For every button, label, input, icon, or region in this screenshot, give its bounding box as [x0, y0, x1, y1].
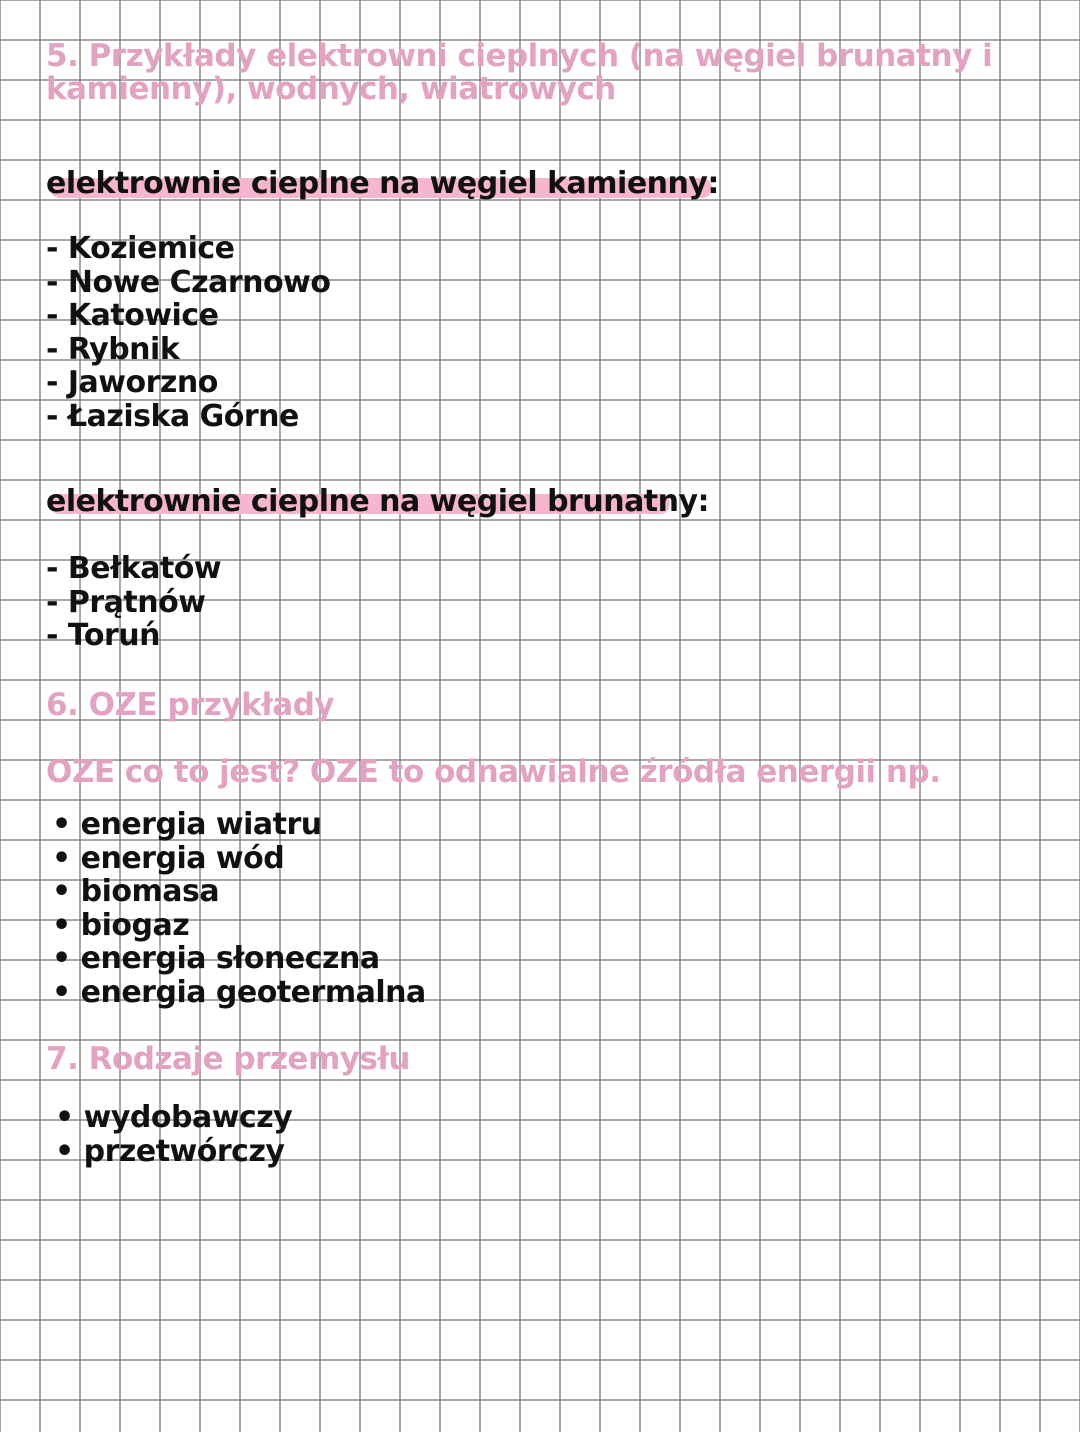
list-item: • przetwórczy	[55, 1133, 285, 1169]
hard-coal-heading: elektrownie cieplne na węgiel kamienny:	[46, 166, 719, 201]
list-item: • wydobawczy	[55, 1100, 293, 1135]
list-item: - Katowice	[46, 298, 219, 333]
industry-list	[55, 1101, 292, 1168]
hard-coal-list	[46, 232, 330, 433]
list-item: - Koziemice	[46, 231, 235, 266]
list-item: • biogaz	[52, 907, 190, 943]
list-item: - Prątnów	[46, 584, 206, 620]
list-item: - Toruń	[46, 618, 160, 653]
list-item: - Jaworzno	[46, 365, 218, 400]
section7-title: 7. Rodzaje przemysłu	[46, 1041, 410, 1077]
list-item: • energia wiatru	[52, 807, 322, 842]
list-item: - Rybnik	[46, 331, 180, 367]
list-item: - Bełkatów	[46, 551, 222, 586]
list-item: - Nowe Czarnowo	[46, 264, 331, 300]
brown-coal-list	[46, 552, 221, 653]
list-item: • energia słoneczna	[52, 941, 380, 976]
brown-coal-heading: elektrownie cieplne na węgiel brunatny:	[46, 484, 710, 519]
oze-definition: OZE co to jest? OZE to odnawialne źródła energii np.	[46, 754, 941, 790]
oze-list	[52, 808, 426, 1009]
list-item: - Łaziska Górne	[46, 398, 299, 434]
list-item: • energia geotermalna	[52, 974, 426, 1010]
list-item: • energia wód	[52, 840, 285, 876]
section5-title: 5. Przykłady elektrowni cieplnych (na węgiel brunatny i kamienny), wodnych, wiatrowych	[46, 38, 993, 107]
section6-title: 6. OZE przykłady	[46, 687, 335, 723]
list-item: • biomasa	[52, 874, 220, 909]
